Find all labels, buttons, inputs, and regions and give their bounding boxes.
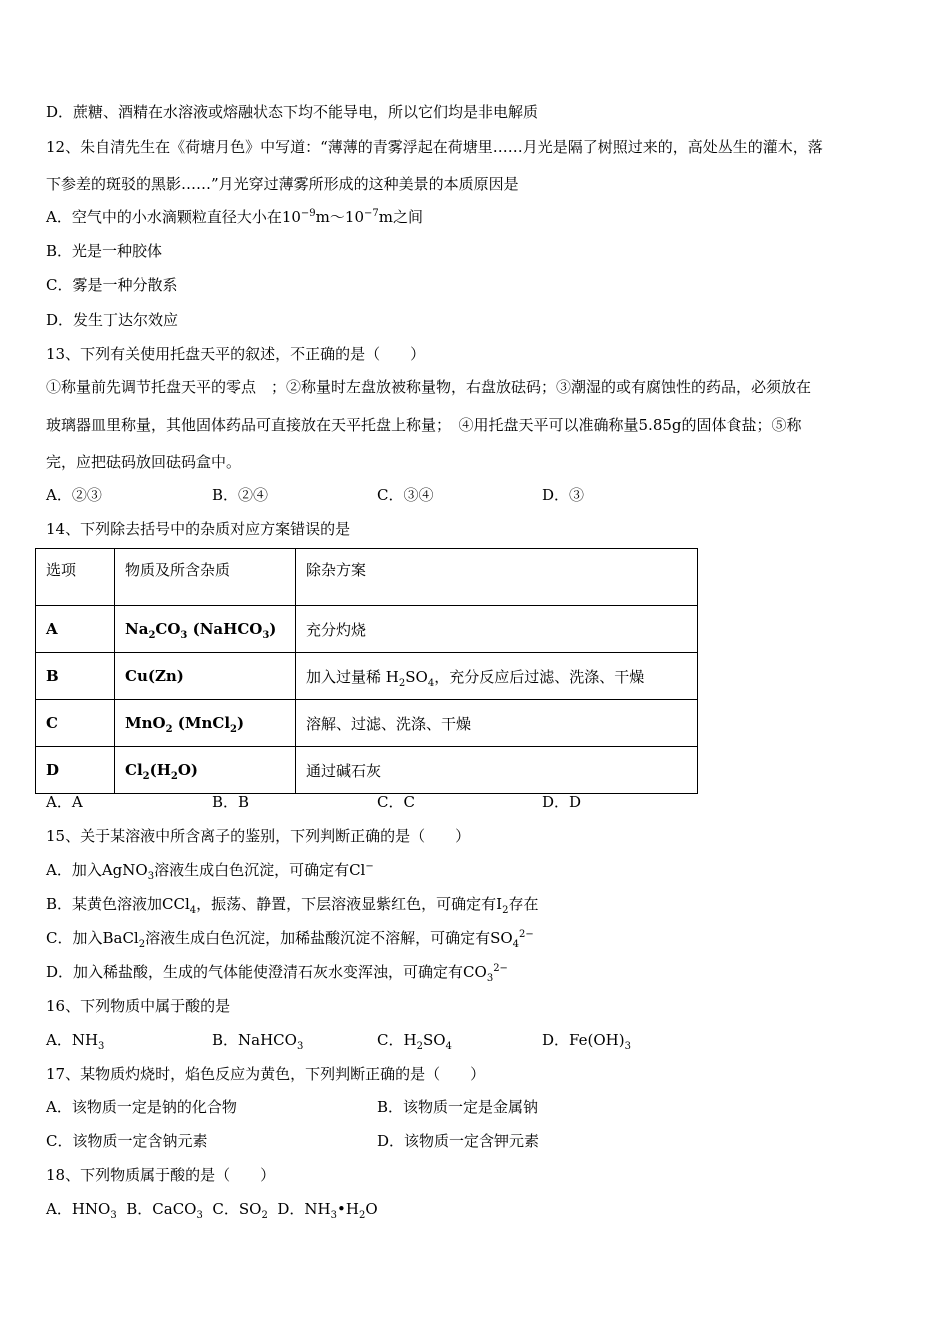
q13-body-line3: 完，应把砝码放回砝码盒中。 (46, 453, 242, 471)
table-cell-substance: Cu(Zn) (115, 653, 296, 700)
table-cell-option: B (36, 653, 115, 700)
q17-option-a: A．该物质一定是钠的化合物 (46, 1098, 237, 1116)
q15-stem: 15、关于某溶液中所含离子的鉴别，下列判断正确的是（ ） (46, 827, 471, 845)
q17-option-c: C．该物质一定含钠元素 (46, 1132, 208, 1150)
q13-stem: 13、下列有关使用托盘天平的叙述，不正确的是（ ） (46, 345, 426, 363)
q15-option-b: B．某黄色溶液加CCl$_4$，振荡、静置，下层溶液显紫红色，可确定有$I_2$存在 (46, 895, 539, 916)
table-header-cell: 除杂方案 (296, 549, 698, 606)
q16-option-c: C．$H_2SO_4$ (377, 1031, 452, 1052)
q18-option-b: B．CaCO$_3$ (126, 1200, 203, 1221)
q14-option-c: C．C (377, 793, 415, 811)
q14-stem: 14、下列除去括号中的杂质对应方案错误的是 (46, 520, 351, 538)
q18-option-a: A．$HNO_3$ (46, 1200, 117, 1221)
table-cell-substance: $Na_2CO_3$ (NaHCO$_3$) (115, 606, 296, 653)
q14-option-a: A．A (46, 793, 83, 811)
q13-body-line2: 玻璃器皿里称量，其他固体药品可直接放在天平托盘上称量； ④用托盘天平可以准确称量5.85g的固体食盐；⑤称 (46, 416, 802, 434)
table-row (36, 606, 698, 653)
q15-option-a: A．加入AgNO$_3$溶液生成白色沉淀，可确定有Cl− (46, 861, 374, 882)
q18-options (46, 1199, 378, 1219)
q17-option-d: D．该物质一定含钾元素 (377, 1132, 540, 1150)
table-row (36, 653, 698, 700)
table-cell-plan: 加入过量稀 $H_2SO_4$，充分反应后过滤、洗涤、干燥 (296, 653, 698, 700)
q17-option-b: B．该物质一定是金属钠 (377, 1098, 539, 1116)
table-cell-substance: MnO$_2$ (MnCl$_2$) (115, 700, 296, 747)
q13-option-d: D．③ (542, 486, 585, 504)
q18-option-c: C．$SO_2$ (212, 1200, 268, 1221)
q12-option-d: D．发生丁达尔效应 (46, 311, 179, 329)
q11-option-d: D．蔗糖、酒精在水溶液或熔融状态下均不能导电，所以它们均是非电解质 (46, 103, 539, 121)
q13-option-a: A．②③ (46, 486, 102, 504)
table-header-cell: 物质及所含杂质 (115, 549, 296, 606)
table-cell-option: D (36, 747, 115, 794)
q18-option-d: D．$NH_3•H_2O$ (277, 1200, 378, 1221)
q13-body-line1: ①称量前先调节托盘天平的零点 ；②称量时左盘放被称量物，右盘放砝码；③潮湿的或有腐蚀性的药品，必须放在 (46, 378, 812, 396)
table-header-row (36, 549, 698, 606)
q15-option-d: D．加入稀盐酸，生成的气体能使澄清石灰水变浑浊，可确定有$CO_3^{2-}$ (46, 963, 508, 984)
q12-stem-line1: 12、朱自清先生在《荷塘月色》中写道：“薄薄的青雾浮起在荷塘里……月光是隔了树照过来的，高处丛生的灌木，落 (46, 138, 823, 156)
q12-option-a: A．空气中的小水滴颗粒直径大小在$10^{-9}m\sim 10^{-7}m$之间 (46, 208, 423, 226)
q13-option-c: C．③④ (377, 486, 434, 504)
q17-stem: 17、某物质灼烧时，焰色反应为黄色，下列判断正确的是（ ） (46, 1065, 486, 1083)
q15-option-c: C．加入BaCl$_2$溶液生成白色沉淀，加稀盐酸沉淀不溶解，可确定有$SO_4^{2-}$ (46, 929, 534, 950)
q16-option-d: D．$Fe(OH)_3$ (542, 1031, 631, 1052)
q16-option-b: B．NaHCO$_3$ (212, 1031, 304, 1052)
table-cell-plan: 通过碱石灰 (296, 747, 698, 794)
q12-option-b: B．光是一种胶体 (46, 242, 163, 260)
table-header-cell: 选项 (36, 549, 115, 606)
q16-stem: 16、下列物质中属于酸的是 (46, 997, 231, 1015)
q14-option-b: B．B (212, 793, 250, 811)
q18-stem: 18、下列物质属于酸的是（ ） (46, 1166, 276, 1184)
table-row (36, 747, 698, 794)
q14-table (35, 548, 698, 794)
table-cell-option: A (36, 606, 115, 653)
q12-option-c: C．雾是一种分散系 (46, 276, 178, 294)
table-cell-plan: 溶解、过滤、洗涤、干燥 (296, 700, 698, 747)
q13-option-b: B．②④ (212, 486, 269, 504)
q16-option-a: A．$NH_3$ (46, 1031, 105, 1052)
table-row (36, 700, 698, 747)
q14-option-d: D．D (542, 793, 582, 811)
q12-stem-line2: 下参差的斑驳的黑影……”月光穿过薄雾所形成的这种美景的本质原因是 (46, 175, 519, 193)
table-cell-plan: 充分灼烧 (296, 606, 698, 653)
table-cell-substance: $Cl_2(H_2O)$ (115, 747, 296, 794)
table-cell-option: C (36, 700, 115, 747)
